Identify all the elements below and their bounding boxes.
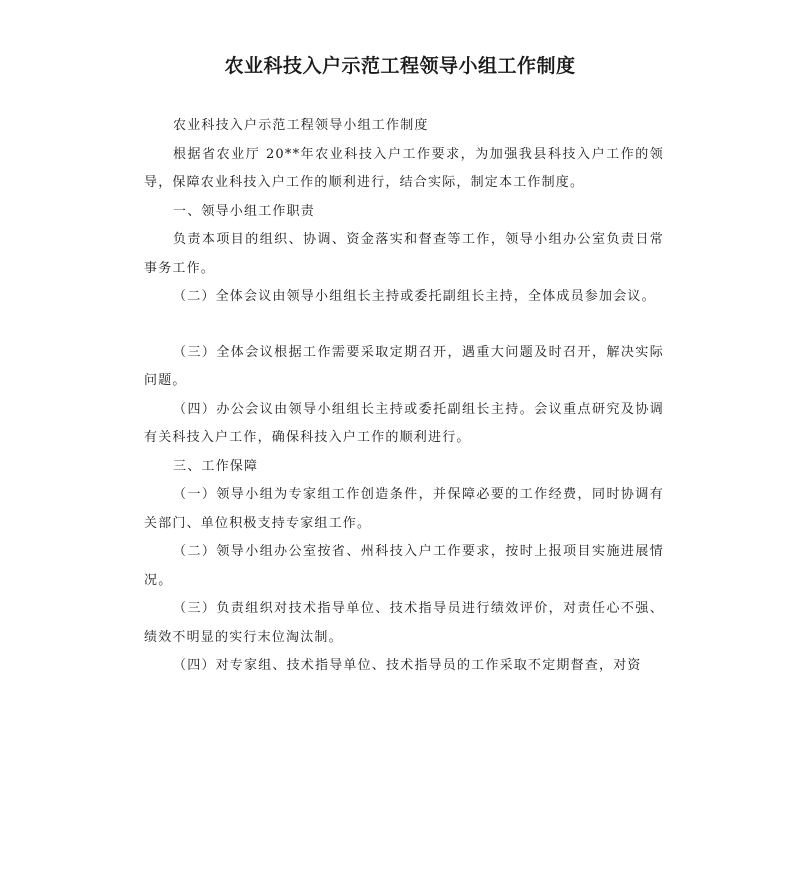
paragraph-item-4: （四）办公会议由领导小组组长主持或委托副组长主持。会议重点研究及协调有关科技入户工作，确保科技入户工作的顺利进行。 xyxy=(144,401,664,445)
document-body xyxy=(144,112,664,681)
document-title: 农业科技入户示范工程领导小组工作制度 xyxy=(224,55,576,77)
section-heading-guarantee: 三、工作保障 xyxy=(173,458,259,474)
paragraph-guarantee-2: （二）领导小组办公室按省、州科技入户工作要求，按时上报项目实施进展情况。 xyxy=(144,544,664,588)
paragraph-guarantee-3: （三）负责组织对技术指导单位、技术指导员进行绩效评价，对责任心不强、绩效不明显的实行末位淘汰制。 xyxy=(144,601,664,645)
paragraph-guarantee-4: （四）对专家组、技术指导单位、技术指导员的工作采取不定期督查，对资 xyxy=(173,658,642,673)
paragraph-subtitle: 农业科技入户示范工程领导小组工作制度 xyxy=(173,118,429,133)
blank-line xyxy=(144,312,664,339)
paragraph-item-3: （三）全体会议根据工作需要采取定期召开，遇重大问题及时召开，解决实际问题。 xyxy=(144,344,664,388)
paragraph-guarantee-1: （一）领导小组为专家组工作创造条件，并保障必要的工作经费，同时协调有关部门、单位积极支持专家组工作。 xyxy=(144,487,664,531)
paragraph-intro: 根据省农业厅 20**年农业科技入户工作要求，为加强我县科技入户工作的领导，保障农业科技入户工作的顺利进行，结合实际，制定本工作制度。 xyxy=(144,146,664,190)
paragraph-duties: 负责本项目的组织、协调、资金落实和督查等工作，领导小组办公室负责日常事务工作。 xyxy=(144,232,664,276)
paragraph-item-2: （二）全体会议由领导小组组长主持或委托副组长主持，全体成员参加会议。 xyxy=(173,289,656,304)
section-heading-duties: 一、领导小组工作职责 xyxy=(173,203,316,219)
